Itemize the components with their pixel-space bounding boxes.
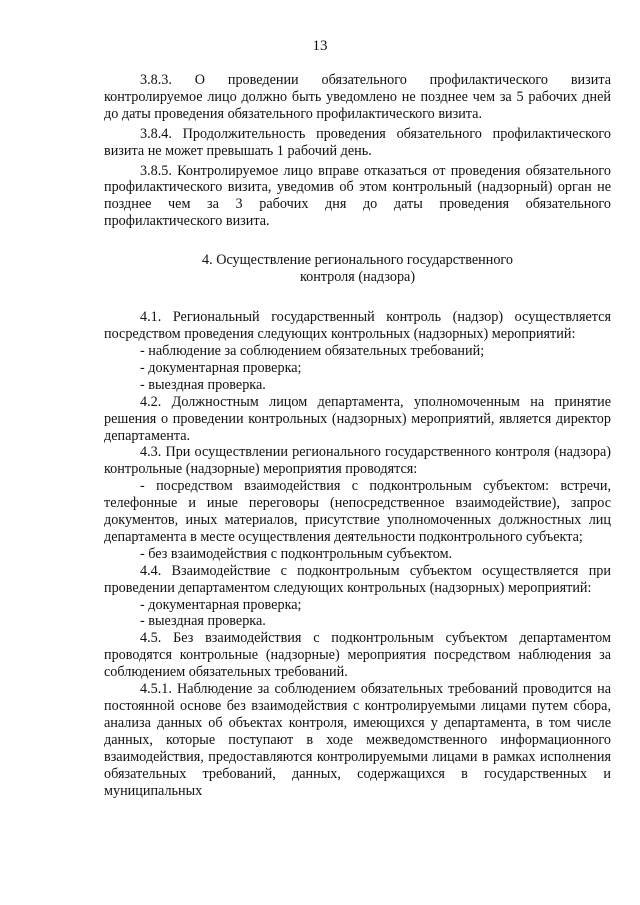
paragraph-3-8-3: 3.8.3. О проведении обязательного профилактического визита контролируемое лицо должно быть уведомлено не позднее чем за 5 рабочих дней до даты проведения обязательного профилактического визита. [104, 72, 611, 122]
list-item: - выездная проверка. [140, 376, 266, 393]
list-item: - посредством взаимодействия с подконтрольным субъектом: встречи, телефонные и иные переговоры (непосредственное взаимодействие), запрос документов, иных материалов, присутствие уполномоченных должностных лиц департамента в месте осуществления деятельности подконтрольного субъекта; [104, 478, 611, 545]
list-item: - документарная проверка; [140, 359, 302, 376]
paragraph-4-3: 4.3. При осуществлении регионального государственного контроля (надзора) контрольные (надзорные) мероприятия проводятся: [104, 444, 611, 478]
document-body [104, 72, 611, 799]
paragraph-4-1: 4.1. Региональный государственный контроль (надзор) осуществляется посредством проведения следующих контрольных (надзорных) мероприятий: [104, 309, 611, 343]
section-heading-line-2: контроля (надзора) [299, 269, 416, 286]
paragraph-4-2: 4.2. Должностным лицом департамента, уполномоченным на принятие решения о проведении контрольных (надзорных) мероприятий, является директор департамента. [104, 393, 611, 444]
paragraph-3-8-5: 3.8.5. Контролируемое лицо вправе отказаться от проведения обязательного профилактического визита, уведомив об этом контрольный (надзорный) орган не позднее чем за 3 рабочих дня до даты проведения обязательного профилактического визита. [104, 162, 611, 230]
paragraph-4-4: 4.4. Взаимодействие с подконтрольным субъектом осуществляется при проведении департаментом следующих контрольных (надзорных) мероприятий: [104, 562, 611, 596]
list-item: - без взаимодействия с подконтрольным субъектом. [140, 545, 453, 562]
paragraph-4-5: 4.5. Без взаимодействия с подконтрольным субъектом департаментом проводятся контрольные (надзорные) мероприятия посредством наблюдения за соблюдением обязательных требований. [104, 630, 611, 681]
paragraph-3-8-4: 3.8.4. Продолжительность проведения обязательного профилактического визита не может превышать 1 рабочий день. [104, 125, 611, 159]
section-heading-line-1: 4. Осуществление регионального государственного [202, 252, 513, 269]
paragraph-4-5-1: 4.5.1. Наблюдение за соблюдением обязательных требований проводится на постоянной основе без взаимодействия с контролируемыми лицами путем сбора, анализа данных об объектах контроля, имеющихся у департамента, в том числе данных, которые поступают в ходе межведомственного информационного взаимодействия, предоставляются контролируемыми лицами в рамках исполнения обязательных требований, данных, содержащихся в государственных и муниципальных [104, 681, 611, 799]
list-item: - документарная проверка; [140, 596, 302, 613]
list-item: - выездная проверка. [140, 613, 266, 630]
list-item: - наблюдение за соблюдением обязательных требований; [140, 342, 485, 359]
section-4-heading [104, 252, 611, 286]
page-number: 13 [312, 38, 328, 54]
